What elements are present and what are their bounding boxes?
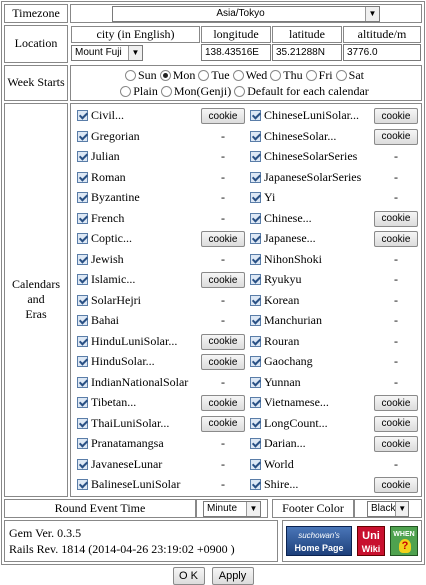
calendar-item-korean (250, 290, 419, 311)
calendar-name: Vietnamese... (264, 395, 329, 410)
calendar-name: Tibetan... (91, 395, 137, 410)
no-cookie-dash: - (394, 354, 398, 369)
calendar-name: Jewish (91, 251, 124, 266)
location-label: Location (4, 25, 68, 63)
checkbox[interactable] (250, 213, 261, 224)
checkbox[interactable] (77, 377, 88, 388)
week-option-sun[interactable]: Sun (125, 68, 157, 82)
form-buttons (0, 567, 426, 585)
calendar-item-hindulunisolar (77, 331, 246, 352)
calendar-name: Pranatamangsa (91, 436, 164, 451)
no-cookie-dash: - (221, 477, 225, 492)
chevron-down-icon: ▼ (395, 502, 408, 516)
cookie-button[interactable]: cookie (201, 416, 245, 432)
calendar-item-hindusolar (77, 352, 246, 373)
rails-revision: Rails Rev. 1814 (2014-04-26 23:19:02 +0900 ) (9, 541, 235, 556)
calendar-name: Civil... (91, 108, 125, 123)
calendar-item-tibetan (77, 393, 246, 414)
checkbox[interactable] (77, 418, 88, 429)
no-cookie-dash: - (394, 169, 398, 184)
calendar-item-islamic (77, 270, 246, 291)
calendar-name: Gaochang (264, 354, 313, 369)
calendar-name: Ryukyu (264, 272, 302, 287)
checkbox[interactable] (77, 233, 88, 244)
altitude-header: altitude/m (343, 26, 421, 43)
week-option-thu[interactable]: Thu (270, 68, 302, 82)
calendar-item-balineselunisolar (77, 475, 246, 496)
cookie-button[interactable]: cookie (374, 231, 418, 247)
calendar-item-civil (77, 106, 246, 127)
no-cookie-dash: - (221, 210, 225, 225)
cookie-button[interactable]: cookie (201, 231, 245, 247)
checkbox[interactable] (77, 479, 88, 490)
cookie-button[interactable]: cookie (201, 272, 245, 288)
calendar-item-gaochang (250, 352, 419, 373)
calendar-name: ChineseLuniSolar... (264, 108, 359, 123)
week-options-row-2 (71, 83, 421, 99)
checkbox[interactable] (77, 172, 88, 183)
no-cookie-dash: - (394, 251, 398, 266)
checkbox[interactable] (77, 110, 88, 121)
calendar-name: Byzantine (91, 190, 140, 205)
calendar-item-chinesesolar (250, 126, 419, 147)
radio-button[interactable] (306, 70, 317, 81)
checkbox[interactable] (77, 274, 88, 285)
no-cookie-dash: - (394, 456, 398, 471)
no-cookie-dash: - (394, 313, 398, 328)
week-options-row-1 (71, 67, 421, 83)
calendar-item-japanesesolarseries (250, 167, 419, 188)
week-option-tue[interactable]: Tue (198, 68, 229, 82)
no-cookie-dash: - (221, 251, 225, 266)
calendar-item-japanese (250, 229, 419, 250)
calendar-item-coptic (77, 229, 246, 250)
latitude-field[interactable]: 35.21288N (272, 44, 342, 61)
calendars-label: Calendars and Eras (4, 103, 68, 498)
apply-button[interactable]: Apply (212, 567, 254, 585)
checkbox[interactable] (77, 295, 88, 306)
calendar-item-vietnamese (250, 393, 419, 414)
uniwiki-logo[interactable]: Uni Wiki (357, 526, 385, 556)
calendar-name: ChineseSolarSeries (264, 149, 358, 164)
checkbox[interactable] (77, 315, 88, 326)
calendar-item-shire (250, 475, 419, 496)
radio-button[interactable] (336, 70, 347, 81)
checkbox[interactable] (250, 274, 261, 285)
footer-color-select[interactable]: Black ▼ (367, 501, 409, 517)
checkbox[interactable] (77, 459, 88, 470)
checkbox[interactable] (77, 356, 88, 367)
calendar-name: HinduLuniSolar... (91, 333, 178, 348)
calendar-name: Chinese... (264, 210, 312, 225)
week-option-sat[interactable]: Sat (336, 68, 364, 82)
calendar-item-chinese (250, 208, 419, 229)
cookie-button[interactable]: cookie (374, 416, 418, 432)
cookie-button[interactable]: cookie (374, 108, 418, 124)
checkbox[interactable] (77, 336, 88, 347)
calendar-item-yunnan (250, 372, 419, 393)
chevron-down-icon: ▼ (246, 502, 260, 516)
no-cookie-dash: - (221, 436, 225, 451)
no-cookie-dash: - (221, 128, 225, 143)
calendar-name: IndianNationalSolar (91, 374, 189, 389)
timezone-select[interactable]: Asia/Tokyo ▼ (112, 6, 380, 22)
no-cookie-dash: - (221, 149, 225, 164)
round-event-select[interactable]: Minute ▼ (203, 501, 261, 517)
cookie-button[interactable]: cookie (374, 436, 418, 452)
calendar-name: SolarHejri (91, 292, 141, 307)
footer-color-label: Footer Color (272, 499, 354, 518)
no-cookie-dash: - (221, 313, 225, 328)
radio-button[interactable] (233, 70, 244, 81)
week-starts-label: Week Starts (4, 65, 68, 101)
calendar-name: Darian... (264, 436, 306, 451)
ok-button[interactable]: O K (173, 567, 205, 585)
calendar-item-ryukyu (250, 270, 419, 291)
checkbox[interactable] (250, 192, 261, 203)
radio-button[interactable] (234, 86, 245, 97)
calendar-item-chineselunisolar (250, 106, 419, 127)
calendar-name: NihonShoki (264, 251, 323, 266)
calendar-name: Islamic... (91, 272, 136, 287)
checkbox[interactable] (250, 254, 261, 265)
city-select[interactable]: Mount Fuji ▼ (71, 45, 143, 61)
calendar-name: ThaiLuniSolar... (91, 415, 170, 430)
week-option-mon[interactable]: Mon (160, 68, 196, 82)
timezone-label: Timezone (4, 4, 68, 23)
cookie-button[interactable]: cookie (201, 108, 245, 124)
week-option-default-for-each-calendar[interactable]: Default for each calendar (234, 84, 369, 98)
radio-button[interactable] (161, 86, 172, 97)
no-cookie-dash: - (394, 149, 398, 164)
chevron-down-icon: ▼ (365, 7, 379, 21)
week-option-wed[interactable]: Wed (233, 68, 268, 82)
checkbox[interactable] (250, 172, 261, 183)
checkbox[interactable] (77, 254, 88, 265)
calendar-item-indiannationalsolar (77, 372, 246, 393)
checkbox[interactable] (250, 131, 261, 142)
calendar-item-chinesesolarseries (250, 147, 419, 168)
calendar-name: Yunnan (264, 374, 301, 389)
no-cookie-dash: - (221, 169, 225, 184)
calendar-name: Bahai (91, 313, 119, 328)
calendar-name: BalineseLuniSolar (91, 477, 181, 492)
cookie-button[interactable]: cookie (374, 129, 418, 145)
no-cookie-dash: - (221, 292, 225, 307)
when-logo[interactable]: WHEN ? (390, 526, 418, 556)
checkbox[interactable] (250, 110, 261, 121)
checkbox[interactable] (250, 295, 261, 306)
calendar-item-yi (250, 188, 419, 209)
checkbox[interactable] (77, 438, 88, 449)
altitude-field[interactable]: 3776.0 (343, 44, 421, 61)
calendar-column-left (77, 106, 246, 496)
settings-table (1, 1, 425, 565)
calendar-item-pranatamangsa (77, 434, 246, 455)
cookie-button[interactable]: cookie (374, 477, 418, 493)
longitude-header: longitude (201, 26, 271, 43)
radio-button[interactable] (270, 70, 281, 81)
calendar-item-longcount (250, 413, 419, 434)
checkbox[interactable] (250, 315, 261, 326)
home-page-logo[interactable]: suchowan's Home Page (286, 526, 352, 556)
checkbox[interactable] (250, 377, 261, 388)
city-header: city (in English) (71, 26, 200, 43)
no-cookie-dash: - (221, 456, 225, 471)
calendar-item-french (77, 208, 246, 229)
calendar-name: French (91, 210, 125, 225)
calendar-name: Roman (91, 169, 126, 184)
cookie-button[interactable]: cookie (374, 395, 418, 411)
checkbox[interactable] (77, 131, 88, 142)
calendar-name: Shire... (264, 477, 299, 492)
calendar-name: Rouran (264, 333, 300, 348)
checkbox[interactable] (250, 356, 261, 367)
checkbox[interactable] (250, 479, 261, 490)
radio-button[interactable] (160, 70, 171, 81)
cookie-button[interactable]: cookie (201, 395, 245, 411)
radio-button[interactable] (198, 70, 209, 81)
calendar-name: HinduSolar... (91, 354, 155, 369)
calendar-item-bahai (77, 311, 246, 332)
calendar-item-rouran (250, 331, 419, 352)
no-cookie-dash: - (394, 333, 398, 348)
week-option-fri[interactable]: Fri (306, 68, 333, 82)
calendar-name: JapaneseSolarSeries (264, 169, 362, 184)
round-event-label: Round Event Time (4, 499, 196, 518)
no-cookie-dash: - (394, 272, 398, 287)
radio-button[interactable] (125, 70, 136, 81)
calendar-name: Manchurian (264, 313, 322, 328)
calendar-name: Coptic... (91, 231, 132, 246)
calendar-name: Japanese... (264, 231, 316, 246)
calendar-item-nihonshoki (250, 249, 419, 270)
cookie-button[interactable]: cookie (201, 334, 245, 350)
gem-version: Gem Ver. 0.3.5 (9, 525, 82, 540)
calendar-name: JavaneseLunar (91, 456, 163, 471)
calendar-item-gregorian (77, 126, 246, 147)
checkbox[interactable] (77, 397, 88, 408)
longitude-field[interactable]: 138.43516E (201, 44, 271, 61)
calendar-name: Yi (264, 190, 276, 205)
checkbox[interactable] (250, 438, 261, 449)
location-table (70, 25, 422, 63)
no-cookie-dash: - (394, 374, 398, 389)
calendar-item-byzantine (77, 188, 246, 209)
no-cookie-dash: - (221, 190, 225, 205)
no-cookie-dash: - (394, 190, 398, 205)
no-cookie-dash: - (394, 292, 398, 307)
cookie-button[interactable]: cookie (374, 211, 418, 227)
checkbox[interactable] (77, 213, 88, 224)
calendar-item-javaneselunar (77, 454, 246, 475)
calendar-list (71, 104, 421, 497)
checkbox[interactable] (250, 459, 261, 470)
no-cookie-dash: - (221, 374, 225, 389)
week-option-plain[interactable]: Plain (120, 84, 158, 98)
version-info (4, 520, 278, 562)
checkbox[interactable] (250, 151, 261, 162)
calendar-name: Gregorian (91, 128, 140, 143)
checkbox[interactable] (77, 192, 88, 203)
question-mark-icon: ? (399, 539, 411, 553)
calendar-column-right (250, 106, 419, 496)
calendar-name: LongCount... (264, 415, 328, 430)
calendar-item-darian (250, 434, 419, 455)
cookie-button[interactable]: cookie (201, 354, 245, 370)
calendar-name: Julian (91, 149, 120, 164)
calendar-name: ChineseSolar... (264, 128, 337, 143)
calendar-item-jewish (77, 249, 246, 270)
checkbox[interactable] (250, 336, 261, 347)
chevron-down-icon: ▼ (128, 46, 142, 60)
checkbox[interactable] (250, 397, 261, 408)
latitude-header: latitude (272, 26, 342, 43)
checkbox[interactable] (250, 233, 261, 244)
calendar-item-julian (77, 147, 246, 168)
calendar-name: World (264, 456, 294, 471)
calendar-item-thailunisolar (77, 413, 246, 434)
calendar-item-roman (77, 167, 246, 188)
checkbox[interactable] (250, 418, 261, 429)
calendar-item-solarhejri (77, 290, 246, 311)
checkbox[interactable] (77, 151, 88, 162)
radio-button[interactable] (120, 86, 131, 97)
calendar-name: Korean (264, 292, 300, 307)
calendar-item-world (250, 454, 419, 475)
calendar-item-manchurian (250, 311, 419, 332)
week-option-mon-genji[interactable]: Mon(Genji) (161, 84, 231, 98)
